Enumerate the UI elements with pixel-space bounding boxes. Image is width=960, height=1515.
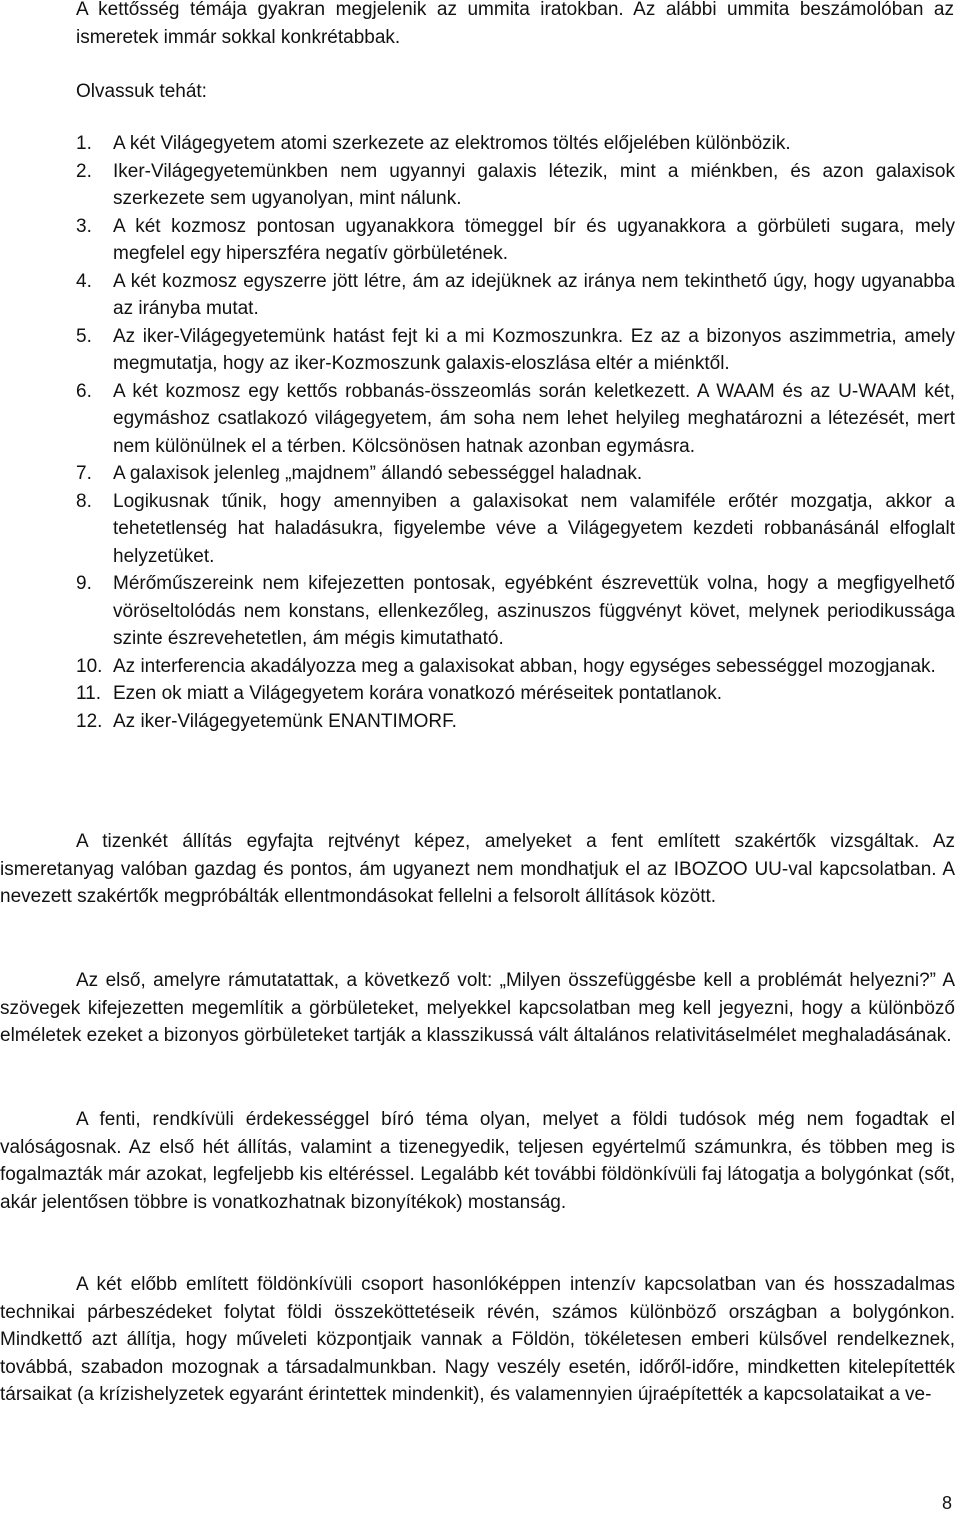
list-item: [0, 213, 955, 268]
list-item-number: 2.: [76, 160, 92, 182]
list-item: [0, 708, 955, 736]
body-paragraph: A tizenkét állítás egyfajta rejtvényt képez, amelyeket a fent említett szakértők vizsgáltak. Az ismeretanyag valóban gazdag és pontos, ám ugyanezt nem mondhatjuk el az IBOZOO UU-val kapcsolatban. A nevezett szakértők megpróbálták ellentmondásokat fellelni a felsorolt állítások között.: [0, 831, 955, 907]
list-item: [0, 488, 955, 571]
list-item-text: A galaxisok jelenleg „majdnem” állandó sebességgel haladnak.: [113, 463, 643, 484]
list-item: [0, 460, 955, 488]
list-item-text: Ezen ok miatt a Világegyetem korára vonatkozó méréseitek pontatlanok.: [113, 683, 723, 704]
list-item-number: 8.: [76, 490, 92, 512]
claims-list: [0, 130, 955, 735]
list-item-number: 9.: [76, 573, 92, 594]
list-item-number: 4.: [76, 270, 92, 292]
list-item-number: 7.: [76, 463, 92, 484]
list-item-text: Logikusnak tűnik, hogy amennyiben a galaxisokat nem valamiféle erőtér mozgatja, akkor a tehetetlenség hat haladásukra, figyelembe véve a Világegyetem kezdeti robbanásánál elfoglalt helyzetüket.: [113, 490, 955, 567]
page-number: 8: [941, 1493, 952, 1513]
body-paragraph: A fenti, rendkívüli érdekességgel bíró téma olyan, melyet a földi tudósok még nem fogadtak el valóságosnak. Az első hét állítás, valamint a tizenegyedik, teljesen egyértelmű számunkra, és többen meg is fogalmazták már azokat, legfeljebb kis eltéréssel. Legalább két további földönkívüli faj látogatja a bolygónkat (sőt, akár jelentősen többre is vonatkozhatnak bizonyítékok) mostanság.: [0, 1109, 955, 1213]
list-item-text: A két kozmosz egyszerre jött létre, ám az idejüknek az iránya nem tekinthető úgy, hogy ugyanabba az irányba mutat.: [113, 270, 955, 319]
list-item-number: 6.: [76, 380, 92, 402]
list-item-text: A két kozmosz pontosan ugyanakkora tömeggel bír és ugyanakkora a görbületi sugara, mely megfelel egy hiperszféra negatív görbületének.: [113, 215, 955, 264]
list-item-number: 12.: [76, 710, 103, 732]
list-item-number: 1.: [76, 133, 92, 154]
list-item-text: Az interferencia akadályozza meg a galaxisokat abban, hogy egységes sebességgel mozogjanak.: [113, 655, 936, 677]
list-item: [0, 570, 955, 653]
list-item: [0, 680, 955, 708]
list-item-number: 3.: [76, 215, 92, 237]
body-paragraph: Az első, amelyre rámutatattak, a következő volt: „Milyen összefüggésbe kell a problémát helyezni?” A szövegek kifejezetten megemlítik a görbületeket, melyekkel kapcsolatban meg kell jegyezni, hogy a különböző elméletek ezeket a bizonyos görbületeket tartják a klasszikussá vált általános relativitáselmélet meghaladásának.: [0, 970, 955, 1046]
list-item-number: 11.: [76, 683, 102, 704]
list-item: [0, 158, 955, 213]
list-item-text: A két Világegyetem atomi szerkezete az elektromos töltés előjelében különbözik.: [113, 133, 791, 154]
list-item-text: Az iker-Világegyetemünk ENANTIMORF.: [113, 710, 457, 732]
list-item: [0, 268, 955, 323]
body-paragraph: A két előbb említett földönkívüli csoport hasonlóképpen intenzív kapcsolatban van és hosszadalmas technikai párbeszédeket folytat földi összeköttetéseik révén, számos különböző országban a bolygónkon. Mindkettő azt állítja, hogy műveleti központjaik vannak a Földön, tökéletesen emberi külsővel rendelkeznek, továbbá, szabadon mozognak a társadalmunkban. Nagy veszély esetén, időről-időre, mindketten kitelepítették társaikat (a krízishelyzetek egyaránt érintettek mindenkit), és valamennyien újraépítették a kapcsolataikat a ve-: [0, 1274, 955, 1405]
list-item: [0, 130, 955, 158]
list-item-text: Iker-Világegyetemünkben nem ugyannyi galaxis létezik, mint a miénkben, és azon galaxisok szerkezete sem ugyanolyan, mint nálunk.: [113, 160, 955, 209]
intro-paragraph: A kettősség témája gyakran megjelenik az ummita iratokban. Az alábbi ummita beszámolóban az ismeretek immár sokkal konkrétabbak.: [76, 0, 954, 48]
list-item-text: Mérőműszereink nem kifejezetten pontosak, egyébként észrevettük volna, hogy a megfigyelhető vöröseltolódás nem konstans, ellenkezőleg, aszinuszos függvényt követ, melynek periodikussága szinte észrevehetetlen, ám mégis kimutatható.: [113, 573, 955, 649]
list-item: [0, 323, 955, 378]
list-item-text: A két kozmosz egy kettős robbanás-összeomlás során keletkezett. A WAAM és az U-WAAM két, egymáshoz csatlakozó világegyetem, ám soha nem lehet helyileg meghatározni a létezését, mert nem különülnek el a térben. Kölcsönösen hatnak azonban egymásra.: [113, 380, 955, 457]
list-item-number: 10.: [76, 655, 103, 677]
list-item: [0, 653, 955, 681]
list-item-text: Az iker-Világegyetemünk hatást fejt ki a mi Kozmoszunkra. Ez az a bizonyos aszimmetria, amely megmutatja, hogy az iker-Kozmoszunk galaxis-eloszlása eltér a miénktől.: [113, 325, 955, 374]
list-item-number: 5.: [76, 325, 92, 347]
intro-lead-in: Olvassuk tehát:: [76, 81, 207, 102]
list-item: [0, 378, 955, 461]
